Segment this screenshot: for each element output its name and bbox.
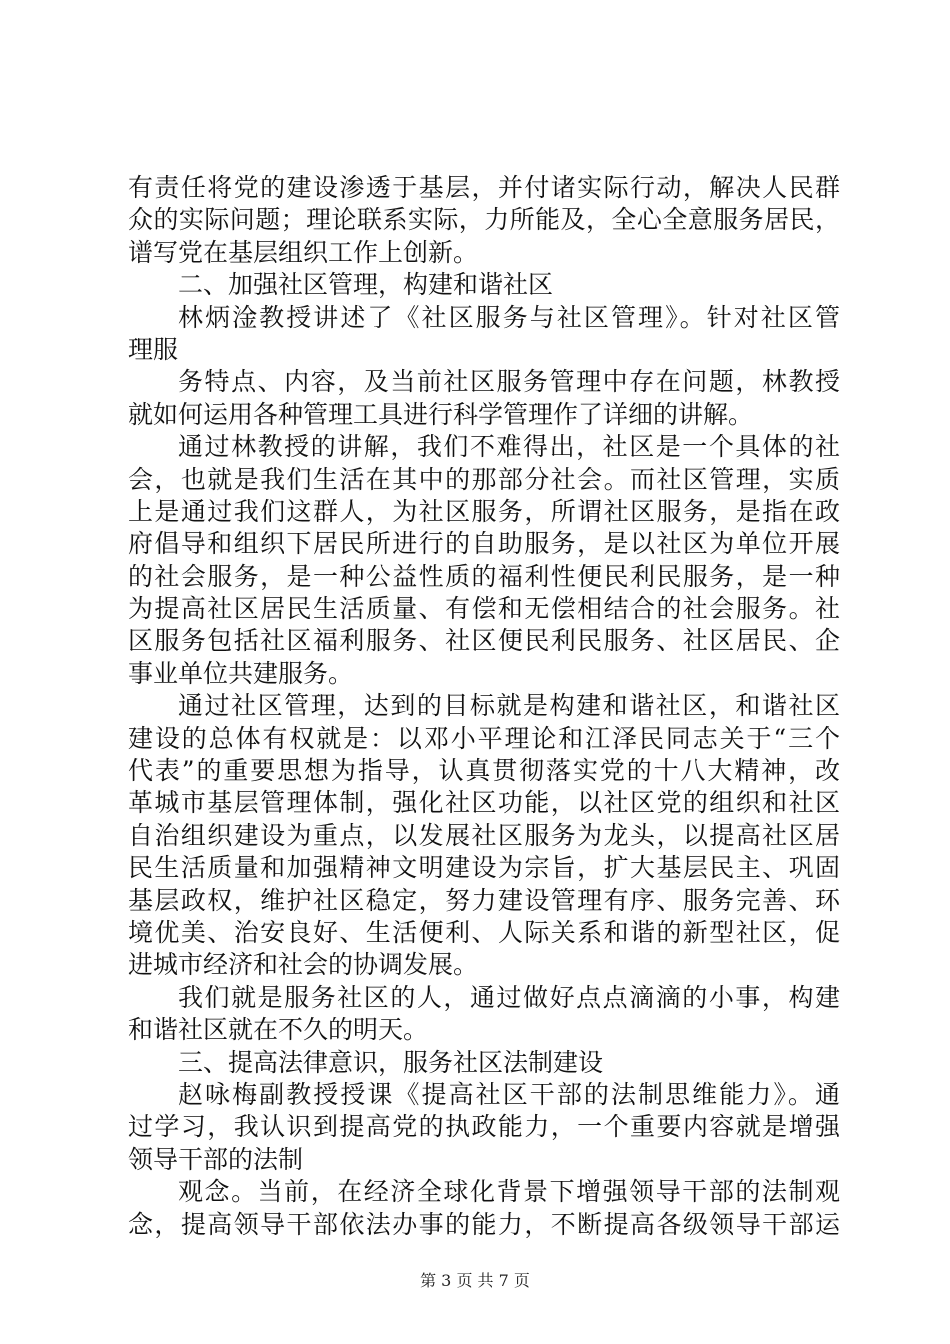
text-line: 基层政权，维护社区稳定，努力建设管理有序、服务完善、环	[128, 885, 840, 915]
text-line: 我们就是服务社区的人，通过做好点点滴滴的小事，构建	[178, 982, 840, 1012]
text-line: 通过社区管理，达到的目标就是构建和谐社区，和谐社区	[178, 691, 840, 721]
text-line: 为提高社区居民生活质量、有偿和无偿相结合的社会服务。社	[128, 594, 840, 624]
text-line: 二、加强社区管理，构建和谐社区	[178, 270, 554, 300]
text-line: 领导干部的法制	[128, 1144, 304, 1174]
text-line: 境优美、治安良好、生活便利、人际关系和谐的新型社区，促	[128, 917, 840, 947]
text-line: 念，提高领导干部依法办事的能力，不断提高各级领导干部运	[128, 1209, 840, 1239]
text-line: 建设的总体有权就是：以邓小平理论和江泽民同志关于“三个	[128, 723, 840, 753]
text-line: 事业单位共建服务。	[128, 658, 354, 688]
text-line: 务特点、内容，及当前社区服务管理中存在问题，林教授	[178, 367, 840, 397]
text-line: 区服务包括社区福利服务、社区便民利民服务、社区居民、企	[128, 626, 840, 656]
text-line: 林炳淦教授讲述了《社区服务与社区管理》。针对社区管	[178, 302, 840, 332]
text-line: 上是通过我们这群人，为社区服务，所谓社区服务，是指在政	[128, 496, 840, 526]
page-footer: 第 3 页 共 7 页	[420, 1271, 530, 1290]
text-line: 谱写党在基层组织工作上创新。	[128, 237, 479, 267]
document-body	[128, 172, 840, 1241]
text-line: 就如何运用各种管理工具进行科学管理作了详细的讲解。	[128, 399, 754, 429]
text-line: 代表”的重要思想为指导，认真贯彻落实党的十八大精神，改	[128, 756, 840, 786]
text-line: 的社会服务，是一种公益性质的福利性便民利民服务，是一种	[128, 561, 840, 591]
text-line: 会，也就是我们生活在其中的那部分社会。而社区管理，实质	[128, 464, 840, 494]
text-line: 民生活质量和加强精神文明建设为宗旨，扩大基层民主、巩固	[128, 853, 840, 883]
text-line: 府倡导和组织下居民所进行的自助服务，是以社区为单位开展	[128, 529, 840, 559]
text-line: 众的实际问题；理论联系实际，力所能及，全心全意服务居民，	[128, 205, 840, 235]
text-line: 观念。当前，在经济全球化背景下增强领导干部的法制观	[178, 1177, 840, 1207]
text-line: 革城市基层管理体制，强化社区功能，以社区党的组织和社区	[128, 788, 840, 818]
text-line: 自治组织建设为重点，以发展社区服务为龙头，以提高社区居	[128, 820, 840, 850]
text-line: 通过林教授的讲解，我们不难得出，社区是一个具体的社	[178, 432, 840, 462]
text-line: 赵咏梅副教授授课《提高社区干部的法制思维能力》。通	[178, 1079, 840, 1109]
text-line: 有责任将党的建设渗透于基层，并付诸实际行动，解决人民群	[128, 173, 840, 202]
text-line: 进城市经济和社会的协调发展。	[128, 950, 479, 980]
text-line: 和谐社区就在不久的明天。	[128, 1015, 429, 1045]
text-line: 理服	[128, 334, 179, 364]
text-line: 过学习，我认识到提高党的执政能力，一个重要内容就是增强	[128, 1112, 840, 1142]
text-line: 三、提高法律意识，服务社区法制建设	[178, 1047, 604, 1077]
